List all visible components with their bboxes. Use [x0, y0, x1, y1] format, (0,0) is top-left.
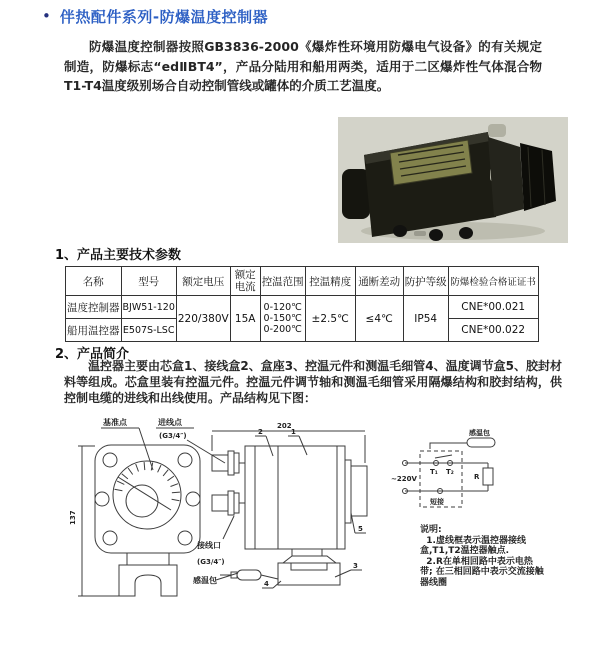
intro-paragraph: 防爆温度控制器按照GB3836-2000《爆炸性环境用防爆电气设备》的有关规定制造，防爆标志“edⅡBT4”，产品分陆用和船用两类，适用于二区爆炸性气体混合物T1-T4温度级别场合自动控制管线或罐体的介质工艺温度。 [64, 39, 542, 93]
cell-model: E507S-LSC [121, 319, 176, 342]
col-model: 型号 [121, 267, 176, 296]
section2-heading: 2、产品简介 [55, 347, 130, 362]
t1-label: T₁ [430, 468, 438, 476]
part1-label: 1 [291, 428, 296, 436]
description-paragraph: 温控器主要由芯盒1、接线盒2、盒座3、控温元件和测温毛细管4、温度调节盒5、胶封材料等组成。芯盒里装有控温元件。控温元件调节轴和测温毛细管采用隔爆结构和胶封结构，供控制电缆的进线和出线使用。产品结构见下图： [64, 359, 562, 405]
inlet-thread-label: (G3/4″) [159, 432, 187, 440]
table-header-row [66, 267, 539, 296]
device-left-cap [342, 169, 370, 219]
front-height-dim: 137 [69, 510, 77, 525]
note-line: 带; 在三相回路中表示交流接触 [420, 567, 544, 577]
t2-label: T₂ [446, 468, 454, 476]
cell-model: BJW51-120 [121, 296, 176, 319]
bulb-label: 感温包 [193, 576, 217, 585]
col-differential: 通断差动 [355, 267, 403, 296]
range-line: 0-150℃ [263, 313, 302, 324]
col-accuracy: 控温精度 [305, 267, 355, 296]
col-protection: 防护等级 [403, 267, 448, 296]
note-line: 1.虚线框表示温控器接线 [420, 535, 526, 546]
note-line: 器线圈 [420, 577, 448, 588]
col-certificate: 防爆检验合格证证书 [448, 267, 538, 296]
cell-protection: IP54 [403, 296, 448, 342]
voltage-label: ~220V [391, 475, 417, 483]
page-title[interactable]: 伴热配件系列-防爆温度控制器 [59, 8, 269, 26]
spec-table [65, 266, 539, 342]
ref-point-label: 基准点 [103, 418, 127, 427]
part3-label: 3 [353, 562, 358, 570]
cell-name: 船用温控器 [66, 319, 122, 342]
side-width-dim: 202 [277, 422, 292, 430]
cell-differential: ≤4℃ [355, 296, 403, 342]
cell-voltage: 220/380V [176, 296, 230, 342]
right-assembly [488, 137, 524, 217]
cell-certificate: CNE*00.022 [448, 319, 538, 342]
circuit-diagram [391, 428, 495, 507]
col-voltage: 额定电压 [176, 267, 230, 296]
cell-current: 15A [230, 296, 260, 342]
col-current: 额定电流 [230, 267, 260, 296]
circuit-bulb-label: 感温包 [469, 429, 490, 437]
resistor-label: R [474, 473, 480, 481]
note-line: 2.R在单相回路中表示电热 [420, 556, 533, 567]
cell-name: 温度控制器 [66, 296, 122, 319]
col-name: 名称 [66, 267, 122, 296]
note-line: 盒,T1,T2温控器触点. [420, 546, 510, 556]
part5-label: 5 [358, 525, 363, 533]
cell-certificate: CNE*00.021 [448, 296, 538, 319]
circuit-notes [420, 525, 598, 588]
range-line: 0-120℃ [263, 302, 302, 313]
page-title-row [42, 6, 268, 27]
part2-label: 2 [258, 428, 263, 436]
col-range: 控温范围 [260, 267, 305, 296]
section1-heading: 1、产品主要技术参数 [55, 248, 182, 263]
table-row [66, 296, 539, 319]
product-photo [338, 117, 568, 243]
hex-nut [520, 143, 556, 211]
note-line: 说明: [420, 525, 442, 535]
short-label: 短接 [430, 498, 444, 506]
side-view-drawing [193, 422, 367, 588]
wiring-thread-label: (G3/4″) [197, 558, 225, 566]
part4-label: 4 [264, 580, 269, 588]
cell-accuracy: ±2.5℃ [305, 296, 355, 342]
cell-range [260, 296, 305, 342]
front-view-drawing [69, 417, 225, 596]
inlet-label: 进线点 [158, 418, 182, 427]
bullet-icon: • [42, 7, 51, 25]
wiring-port-label: 接线口 [197, 541, 221, 550]
top-fitting [488, 124, 506, 137]
range-line: 0-200℃ [263, 324, 302, 335]
